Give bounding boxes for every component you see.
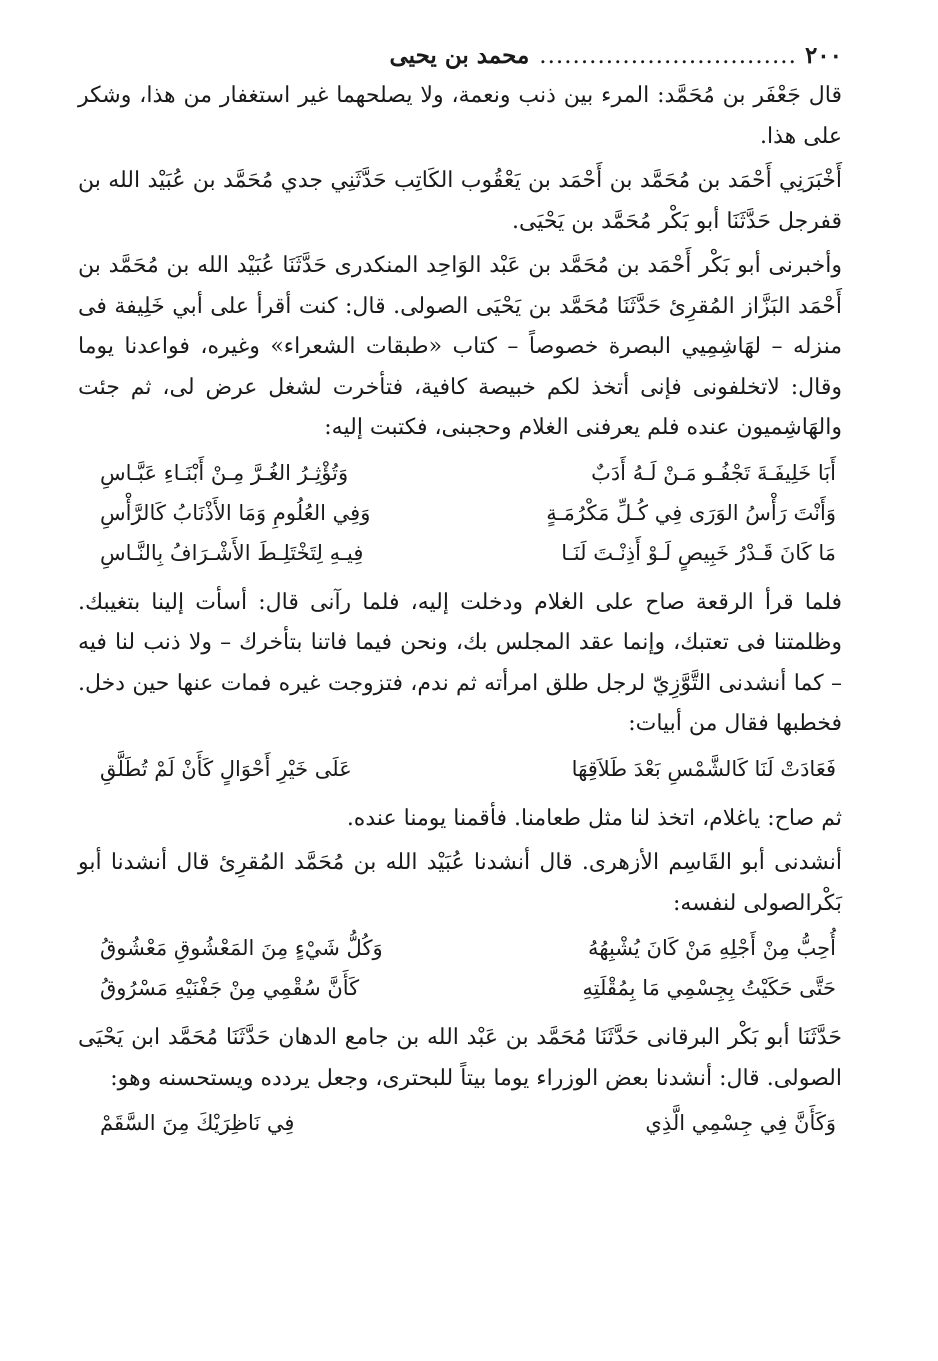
verse-line bbox=[100, 968, 836, 1008]
verse-first-hemistich: وَكَأَنَّ فِي جِسْمِي الَّذِي bbox=[645, 1111, 836, 1135]
prose-paragraph: فلما قرأ الرقعة صاح على الغلام ودخلت إليه، فلما رآنى قال: أسأت إلينا بتغيبك. وظلمتنا فى تعتبك، وإنما عقد المجلس بك، ونحن فيما فاتنا بتأخرك – ولا ذنب لنا فيه – كما أنشدنى التَّوَّزِيّ لرجل طلق امرأته ثم ندم، فتزوجت غيره فمات عنها حين دخل. فخطبها فقال من أبيات: bbox=[78, 589, 842, 736]
poem-block bbox=[78, 453, 842, 573]
verse-line bbox=[100, 453, 836, 493]
poem-block bbox=[78, 749, 842, 789]
running-title: محمد بن يحيى bbox=[389, 42, 530, 69]
prose-paragraph: أنشدنى أبو القَاسِم الأزهرى. قال أنشدنا عُبَيْد الله بن مُحَمَّد المُقرِئ قال أنشدنا أبو بَكْرالصولى لنفسه: bbox=[78, 850, 842, 916]
verse-second-hemistich: فِيـهِ لِتَخْتَلِـطَ الأَشْـرَافُ بِالنَّـاسِ bbox=[100, 540, 364, 565]
verse-line bbox=[100, 533, 836, 573]
verse-first-hemistich: حَتَّى حَكَيْتُ بِجِسْمِي مَا بِمُقْلَتِهِ bbox=[582, 976, 836, 1000]
verse-first-hemistich: مَا كَانَ قَـدْرُ خَبِيصٍ لَـوْ أَذِنْـتَ لَنَـا bbox=[561, 540, 836, 565]
verse-line bbox=[100, 1103, 836, 1143]
verse-first-hemistich: فَعَادَتْ لَنَا كَالشَّمْسِ بَعْدَ طَلاَقِهَا bbox=[571, 756, 836, 781]
verse-second-hemistich: كَأَنَّ سُقْمِي مِنْ جَفْنَيْهِ مَسْرُوقُ bbox=[100, 976, 360, 1000]
prose-paragraph: وأخبرنى أبو بَكْر أَحْمَد بن مُحَمَّد بن عَبْد الوَاحِد المنكدرى حَدَّثَنَا عُبَيْد الله بن مُحَمَّد بن أَحْمَد البَزَّاز المُقرِئ حَدَّثَنَا مُحَمَّد بن يَحْيَى الصولى. قال: كنت أقرأ على أبي خَلِيفة فى منزله – لهَاشِمِيي البصرة خصوصاً – كتاب «طبقات الشعراء» وغيره، فواعدنا يوما وقال: لاتخلفونى فإنى أتخذ لكم خبيصة كافية، فتأخرت لشغل عرض لى، ثم جئت والهَاشِميون عنده فلم يعرفنى الغلام وحجبنى، فكتبت إليه: bbox=[78, 253, 842, 440]
verse-first-hemistich: وَأَنْتَ رَأْسُ الوَرَى فِي كُـلِّ مَكْرُمَـةٍ bbox=[546, 500, 836, 525]
poem-block bbox=[78, 1103, 842, 1143]
verse-first-hemistich: أَبَا خَلِيفَـةَ تَجْفُـو مَـنْ لَـهُ أَدَبٌ bbox=[591, 460, 836, 485]
verse-line bbox=[100, 493, 836, 533]
verse-second-hemistich: فِي نَاظِرَيْكَ مِنَ السَّقَمْ bbox=[100, 1111, 295, 1135]
prose-paragraph: حَدَّثَنَا أبو بَكْر البرقانى حَدَّثَنَا مُحَمَّد بن عَبْد الله بن جامع الدهان حَدَّثَنَا مُحَمَّد ابن يَحْيَى الصولى. قال: أنشدنا بعض الوزراء يوما بيتاً للبحترى، وجعل يردده ويستحسنه وهو: bbox=[78, 1025, 842, 1091]
poem-block bbox=[78, 928, 842, 1008]
verse-line bbox=[100, 749, 836, 789]
verse-line bbox=[100, 928, 836, 968]
verse-second-hemistich: وَتُؤْثِـرُ الغُـرَّ مِـنْ أَبْنَـاءِ عَبَّـاسِ bbox=[100, 460, 349, 485]
verse-second-hemistich: وَكُلُّ شَيْءٍ مِنَ المَعْشُوقِ مَعْشُوقُ bbox=[100, 936, 383, 960]
prose-paragraph: قال جَعْفَر بن مُحَمَّد: المرء بين ذنب ونعمة، ولا يصلحهما غير استغفار من هذا، وشكر على هذا. bbox=[78, 83, 842, 149]
leader-dots: ............................... bbox=[539, 43, 797, 69]
verse-second-hemistich: وَفِي العُلُومِ وَمَا الأَذْنَابُ كَالرَّأْسِ bbox=[100, 500, 371, 525]
verse-second-hemistich: عَلَى خَيْرِ أَحْوَالٍ كَأَنْ لَمْ تُطَلَّقِ bbox=[100, 756, 352, 781]
prose-paragraph: ثم صاح: ياغلام، اتخذ لنا مثل طعامنا. فأقمنا يومنا عنده. bbox=[346, 805, 842, 831]
prose-paragraph: أَخْبَرَنِي أَحْمَد بن مُحَمَّد بن أَحْمَد بن يَعْقُوب الكَاتِب حَدَّثَنِي جدي مُحَمَّد بن عُبَيْد الله بن قفرجل حَدَّثَنَا أبو بَكْر مُحَمَّد بن يَحْيَى. bbox=[78, 168, 842, 234]
verse-first-hemistich: أُحِبُّ مِنْ أَجْلِهِ مَنْ كَانَ يُشْبِهُهُ bbox=[588, 936, 836, 960]
running-head bbox=[78, 36, 842, 76]
page-number: ٢٠٠ bbox=[804, 42, 842, 69]
page-body bbox=[78, 76, 842, 1143]
